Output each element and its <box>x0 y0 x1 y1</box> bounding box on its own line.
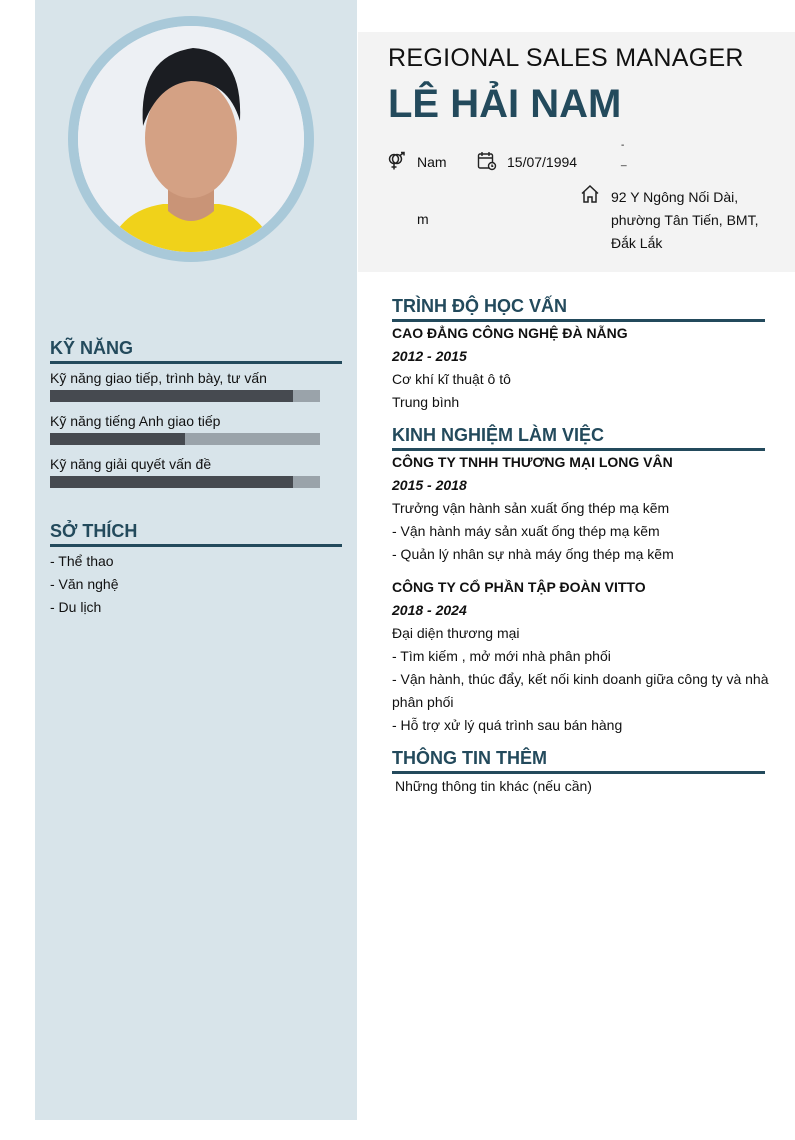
skill-bar <box>50 433 320 445</box>
hobby-item: - Thể thao <box>50 553 114 569</box>
education-heading: TRÌNH ĐỘ HỌC VẤN <box>392 296 765 322</box>
skill-label: Kỹ năng tiếng Anh giao tiếp <box>50 413 221 429</box>
stray-text: m <box>417 211 429 227</box>
job-years: 2015 - 2018 <box>392 477 467 493</box>
home-icon <box>580 184 600 204</box>
experience-heading: KINH NGHIỆM LÀM VIỆC <box>392 425 765 451</box>
address-line: 92 Y Ngông Nối Dài, <box>611 189 739 205</box>
job-detail: - Hỗ trợ xử lý quá trình sau bán hàng <box>392 717 623 733</box>
gender-icon <box>386 151 406 171</box>
extra-info-text: Những thông tin khác (nếu cần) <box>395 778 592 794</box>
job-detail: phân phối <box>392 694 454 710</box>
job-position: Trưởng vận hành sản xuất ống thép mạ kẽm <box>392 500 670 516</box>
job-years: 2018 - 2024 <box>392 602 467 618</box>
hobby-item: - Văn nghệ <box>50 576 119 592</box>
job-position: Đại diện thương mại <box>392 625 520 641</box>
address-line: phường Tân Tiến, BMT, <box>611 212 759 228</box>
education-grade: Trung bình <box>392 394 460 410</box>
skill-label: Kỹ năng giải quyết vấn đề <box>50 456 212 472</box>
person-portrait-icon <box>78 26 304 252</box>
full-name: LÊ HẢI NAM <box>388 82 622 126</box>
school-name: CAO ĐẲNG CÔNG NGHỆ ĐÀ NẴNG <box>392 325 628 341</box>
hobbies-heading: SỞ THÍCH <box>50 521 342 547</box>
experience-job <box>392 451 772 566</box>
birthday-value: 15/07/1994 <box>507 154 578 170</box>
skill-label: Kỹ năng giao tiếp, trình bày, tư vấn <box>50 370 267 386</box>
calendar-icon <box>477 151 497 171</box>
education-major: Cơ khí kĩ thuật ô tô <box>392 371 511 387</box>
skills-heading: KỸ NĂNG <box>50 338 342 364</box>
job-title: REGIONAL SALES MANAGER <box>388 44 744 72</box>
education-block <box>392 322 628 414</box>
company-name: CÔNG TY CỔ PHẦN TẬP ĐOÀN VITTO <box>392 579 646 595</box>
hobby-list <box>50 550 119 619</box>
skill-bar-fill <box>50 433 185 445</box>
address <box>611 186 758 255</box>
skill-bar <box>50 390 320 402</box>
extra-info-heading: THÔNG TIN THÊM <box>392 748 765 774</box>
address-line: Đắk Lắk <box>611 235 663 251</box>
dash-mark: - <box>621 140 625 151</box>
gender-value: Nam <box>417 154 447 170</box>
job-detail: - Vận hành, thúc đẩy, kết nối kinh doanh giữa công ty và nhà <box>392 671 769 687</box>
underscore-mark: _ <box>621 156 627 167</box>
job-detail: - Tìm kiếm , mở mới nhà phân phối <box>392 648 611 664</box>
hobby-item: - Du lịch <box>50 599 102 615</box>
skill-bar-fill <box>50 476 293 488</box>
education-years: 2012 - 2015 <box>392 348 467 364</box>
experience-job <box>392 576 772 737</box>
job-detail: - Quản lý nhân sự nhà máy ống thép mạ kẽm <box>392 546 674 562</box>
job-detail: - Vận hành máy sản xuất ống thép mạ kẽm <box>392 523 660 539</box>
profile-photo <box>68 16 314 262</box>
skill-bar <box>50 476 320 488</box>
company-name: CÔNG TY TNHH THƯƠNG MẠI LONG VÂN <box>392 454 673 470</box>
skill-bar-fill <box>50 390 293 402</box>
